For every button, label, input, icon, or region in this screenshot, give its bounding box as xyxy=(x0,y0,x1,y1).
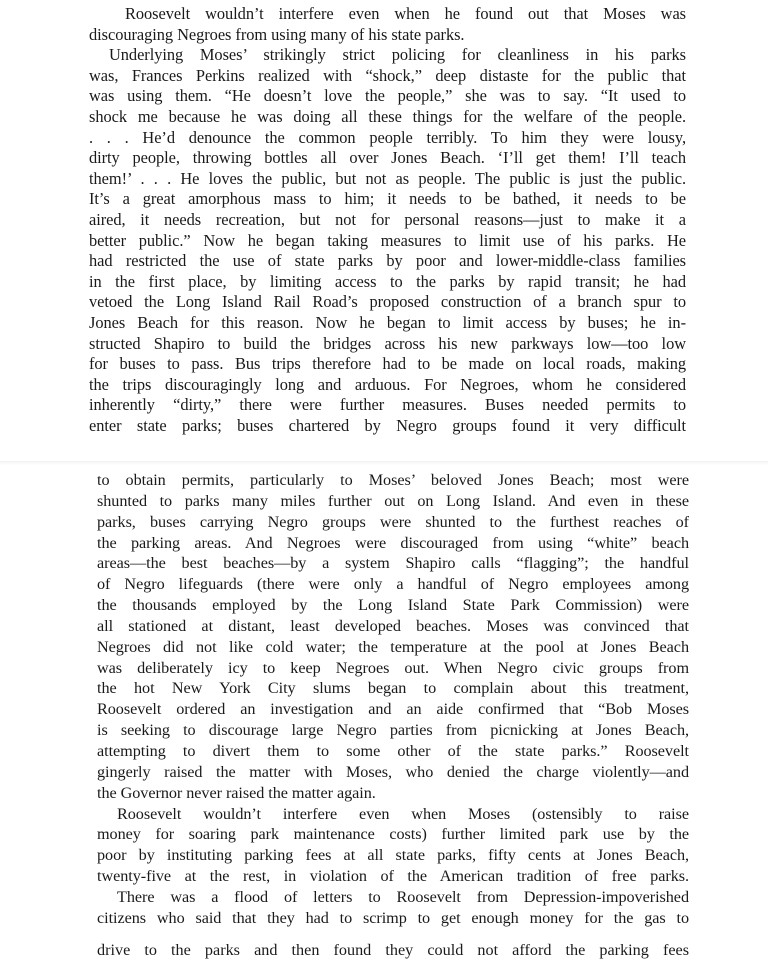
text-line: Negroes did not like cold water; the temperature at the pool at Jones Beach xyxy=(97,637,689,656)
text-line: the thousands employed by the Long Island State Park Commission) were xyxy=(97,596,689,615)
text-line: areas—the best beaches—by a system Shapiro calls “flagging”; the handful xyxy=(97,554,689,573)
text-line: dirty people, throwing bottles all over Jones Beach. ‘I’ll get them! I’ll teach xyxy=(89,148,686,168)
text-line: better public.” Now he began taking measures to limit use of his parks. He xyxy=(89,230,686,250)
text-line: enter state parks; buses chartered by Negro groups found it very difficult xyxy=(89,415,686,435)
text-line: all stationed at distant, least developed beaches. Moses was convinced that xyxy=(97,616,689,635)
text-line: structed Shapiro to build the bridges across his new parkways low—too low xyxy=(89,333,686,353)
text-line: was using them. “He doesn’t love the people,” she was to say. “It used to xyxy=(89,86,686,106)
text-line: is seeking to discourage large Negro parties from picnicking at Jones Beach, xyxy=(97,721,689,740)
text-line: money for soaring park maintenance costs) further limited park use by the xyxy=(97,825,689,844)
text-line: of Negro lifeguards (there were only a handful of Negro employees among xyxy=(97,575,689,594)
text-line: citizens who said that they had to scrimp to get enough money for the gas to xyxy=(97,908,689,927)
text-line: twenty-five at the rest, in violation of the American tradition of free parks. xyxy=(97,867,689,886)
scan-seam-divider xyxy=(0,461,768,465)
text-line: the Governor never raised the matter again. xyxy=(97,783,376,802)
text-line: was, Frances Perkins realized with “shock,” deep distaste for the public that xyxy=(89,65,686,85)
clipped-text-line xyxy=(97,941,689,960)
text-line: Roosevelt wouldn’t interfere even when Moses (ostensibly to raise xyxy=(117,804,689,823)
text-line: parks, buses carrying Negro groups were shunted to the furthest reaches of xyxy=(97,512,689,531)
text-line: vetoed the Long Island Rail Road’s proposed construction of a branch spur to xyxy=(89,292,686,312)
text-line: was deliberately icy to keep Negroes out. When Negro civic groups from xyxy=(97,658,689,677)
text-line: in the first place, by limiting access to the parks by rapid transit; he had xyxy=(89,271,686,291)
text-line: had restricted the use of state parks by poor and lower-middle-class families xyxy=(89,251,686,271)
bottom-scan-text xyxy=(97,470,689,929)
text-line: attempting to divert them to some other of the state parks.” Roosevelt xyxy=(97,741,689,760)
text-line: poor by instituting parking fees at all state parks, fifty cents at Jones Beach, xyxy=(97,846,689,865)
text-line: the parking areas. And Negroes were discouraged from using “white” beach xyxy=(97,533,689,552)
text-line: shock me because he was doing all these things for the welfare of the people. xyxy=(89,106,686,126)
text-line: Jones Beach for this reason. Now he began to limit access by buses; he in- xyxy=(89,312,686,332)
text-line: inherently “dirty,” there were further measures. Buses needed permits to xyxy=(89,395,686,415)
text-line: shunted to parks many miles further out on Long Island. And even in these xyxy=(97,491,689,510)
text-line: the hot New York City slums began to complain about this treatment, xyxy=(97,679,689,698)
text-line: It’s a great amorphous mass to him; it needs to be bathed, it needs to be xyxy=(89,189,686,209)
text-line: the trips discouragingly long and arduous. For Negroes, whom he considered xyxy=(89,374,686,394)
text-line: them!’ . . . He loves the public, but not as people. The public is just the public. xyxy=(89,168,686,188)
text-line: to obtain permits, particularly to Moses’ beloved Jones Beach; most were xyxy=(97,471,689,489)
text-line: gingerly raised the matter with Moses, who denied the charge violently—and xyxy=(97,762,689,781)
text-line: There was a flood of letters to Roosevelt from Depression-impoverished xyxy=(117,887,689,906)
text-line: aired, it needs recreation, but not for personal reasons—just to make it a xyxy=(89,209,686,229)
top-scan-text xyxy=(89,4,686,436)
text-line: for buses to pass. Bus trips therefore had to be made on local roads, making xyxy=(89,354,686,374)
text-line: Roosevelt ordered an investigation and an aide confirmed that “Bob Moses xyxy=(97,700,689,719)
clipped-text: drive to the parks and then found they could not afford the parking fees xyxy=(97,941,689,959)
text-line: Roosevelt wouldn’t interfere even when he found out that Moses was xyxy=(125,4,686,23)
text-line: Underlying Moses’ strikingly strict policing for cleanliness in his parks xyxy=(109,45,686,65)
text-line: discouraging Negroes from using many of his state parks. xyxy=(89,24,465,44)
text-line: . . . He’d denounce the common people terribly. To him they were lousy, xyxy=(89,127,686,147)
